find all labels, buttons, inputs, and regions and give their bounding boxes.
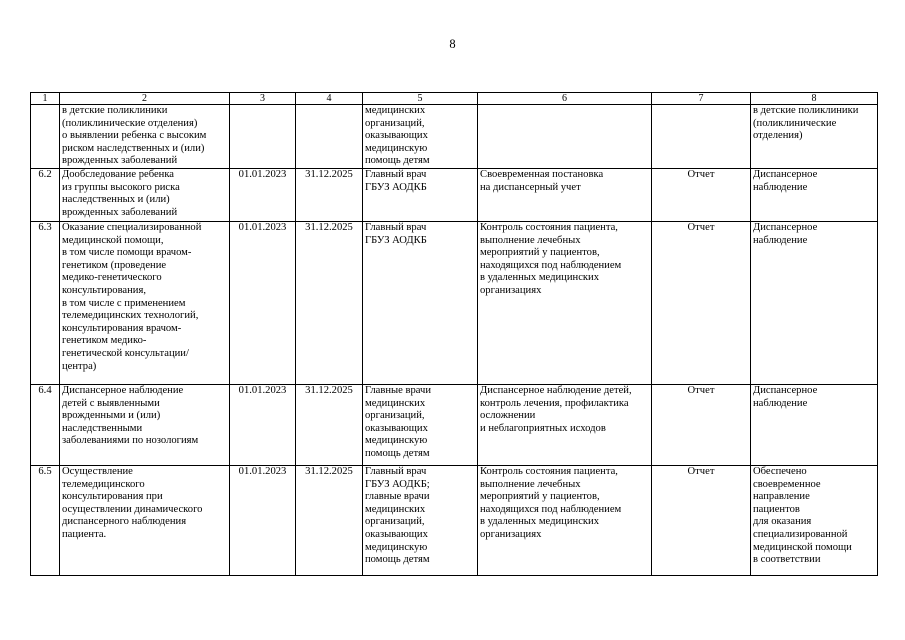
event-cell-line: о выявлении ребенка с высоким [62,130,207,142]
characteristic-cell-line: Диспансерное наблюдение детей, [480,384,632,396]
responsible-cell [363,465,478,575]
responsible-cell-line: медицинских [365,105,426,116]
result-cell-line: направление [753,491,810,503]
events-table [30,92,878,576]
event-cell [60,384,230,465]
responsible-cell [363,105,478,169]
result-cell-line: в соответствии [753,554,821,566]
table-row [31,465,878,575]
event-cell-line: консультирования при [62,491,163,503]
row-number: 6.5 [31,465,60,575]
event-cell-line: осуществлении динамического [62,503,203,515]
result-cell-line: для оказания [753,516,812,528]
result-cell-line: Диспансерное [753,221,818,233]
characteristic-cell-line: на диспансерный учет [480,181,581,193]
responsible-cell-line: медицинских [365,397,426,409]
result-cell-line: наблюдение [753,181,808,193]
row-number: 6.3 [31,221,60,384]
event-cell-line: в том числе с применением [62,297,186,309]
end-date: 31.12.2025 [296,168,363,221]
responsible-cell [363,168,478,221]
responsible-cell-line: медицинскую [365,435,428,447]
event-cell [60,465,230,575]
result-cell-line: (поликлинические [753,117,837,129]
responsible-cell-line: Главный врач [365,168,427,180]
event-cell-line: (поликлинические отделения) [62,117,198,129]
event-cell-line: медико-генетического [62,272,162,284]
header-cell-2: 2 [60,93,230,105]
responsible-cell-line: оказывающих [365,130,428,142]
report-type: Отчет [652,168,751,221]
event-cell-line: консультирования, [62,284,146,296]
responsible-cell-line: медицинскую [365,541,428,553]
event-cell-line: врожденных заболеваний [62,155,178,167]
characteristic-cell-line: в удаленных медицинских [480,272,600,284]
row-number [31,105,60,169]
row-number: 6.4 [31,384,60,465]
characteristic-cell-line: контроль лечения, профилактика [480,397,629,409]
event-cell-line: Дообследование ребенка [62,168,175,180]
characteristic-cell-line: находящихся под наблюдением [480,503,622,515]
event-cell-line: риском наследственных и (или) [62,142,205,154]
responsible-cell-line: помощь детям [365,447,430,459]
result-cell-line: пациентов [753,503,800,515]
result-cell-line: своевременное [753,478,821,490]
characteristic-cell [478,168,652,221]
start-date: 01.01.2023 [230,384,296,465]
result-cell-line: наблюдение [753,234,808,246]
header-cell-3: 3 [230,93,296,105]
responsible-cell-line: помощь детям [365,155,430,167]
end-date: 31.12.2025 [296,465,363,575]
event-cell-line: диспансерного наблюдения [62,516,187,528]
responsible-cell-line: оказывающих [365,528,428,540]
result-cell [751,465,878,575]
result-cell-line: Диспансерное [753,168,818,180]
event-cell [60,221,230,384]
characteristic-cell-line: Контроль состояния пациента, [480,465,618,477]
event-cell-line: центра) [62,360,97,372]
event-cell-line: из группы высокого риска [62,181,180,193]
end-date: 31.12.2025 [296,384,363,465]
responsible-cell-line: медицинскую [365,142,428,154]
result-cell-line: Диспансерное [753,384,818,396]
event-cell-line: генетиком медико- [62,335,147,347]
header-row [31,93,878,105]
row-number: 6.2 [31,168,60,221]
start-date [230,105,296,169]
end-date [296,105,363,169]
event-cell-line: заболеваниями по нозологиям [62,435,199,447]
result-cell [751,384,878,465]
responsible-cell-line: Главный врач [365,465,427,477]
event-cell-line: Осуществление [62,465,133,477]
event-cell-line: наследственных и (или) [62,194,170,206]
table-row [31,221,878,384]
characteristic-cell [478,384,652,465]
responsible-cell-line: организаций, [365,516,425,528]
responsible-cell-line: ГБУЗ АОДКБ; [365,478,430,490]
header-cell-8: 8 [751,93,878,105]
start-date: 01.01.2023 [230,168,296,221]
header-cell-6: 6 [478,93,652,105]
event-cell [60,168,230,221]
result-cell [751,168,878,221]
table-body [31,105,878,576]
report-type [652,105,751,169]
event-cell-line: в том числе помощи врачом- [62,247,192,259]
characteristic-cell-line: в удаленных медицинских [480,516,600,528]
page-number: 8 [449,37,456,51]
responsible-cell-line: помощь детям [365,554,430,566]
responsible-cell-line: Главные врачи [365,384,432,396]
result-cell-line: в детские поликлиники [753,105,859,116]
responsible-cell-line: Главный врач [365,221,427,233]
event-cell-line: врожденными и (или) [62,410,161,422]
event-cell-line: пациента. [62,528,107,540]
report-type: Отчет [652,465,751,575]
event-cell-line: телемедицинского [62,478,145,490]
event-cell-line: детей с выявленными [62,397,160,409]
event-cell-line: в детские поликлиники [62,105,168,116]
event-cell-line: врожденных заболеваний [62,206,178,218]
event-cell-line: консультирования врачом- [62,322,182,334]
characteristic-cell [478,105,652,169]
result-cell-line: отделения) [753,130,803,142]
result-cell-line: Обеспечено [753,465,807,477]
characteristic-cell-line: выполнение лечебных [480,234,581,246]
event-cell-line: наследственными [62,422,143,434]
characteristic-cell-line: выполнение лечебных [480,478,581,490]
report-type: Отчет [652,221,751,384]
responsible-cell-line: ГБУЗ АОДКБ [365,181,427,193]
responsible-cell-line: ГБУЗ АОДКБ [365,234,427,246]
characteristic-cell-line: и неблагоприятных исходов [480,422,606,434]
start-date: 01.01.2023 [230,221,296,384]
result-cell-line: специализированной [753,528,848,540]
event-cell-line: генетиком (проведение [62,259,167,271]
responsible-cell [363,221,478,384]
characteristic-cell-line: мероприятий у пациентов, [480,491,600,503]
event-cell-line: медицинской помощи, [62,234,164,246]
header-cell-1: 1 [31,93,60,105]
responsible-cell-line: организаций, [365,410,425,422]
result-cell-line: медицинской помощи [753,541,852,553]
characteristic-cell-line: организациях [480,528,542,540]
result-cell-line: наблюдение [753,397,808,409]
result-cell [751,105,878,169]
event-cell-line: телемедицинских технологий, [62,310,199,322]
table-row [31,384,878,465]
characteristic-cell-line: осложнении [480,410,536,422]
characteristic-cell-line: Своевременная постановка [480,168,604,180]
event-cell-line: Диспансерное наблюдение [62,384,184,396]
event-cell-line: генетической консультации/ [62,347,189,359]
responsible-cell [363,384,478,465]
responsible-cell-line: организаций, [365,117,425,129]
table-row [31,105,878,169]
header-cell-7: 7 [652,93,751,105]
event-cell-line: Оказание специализированной [62,221,202,233]
characteristic-cell-line: Контроль состояния пациента, [480,221,618,233]
header-cell-4: 4 [296,93,363,105]
end-date: 31.12.2025 [296,221,363,384]
responsible-cell-line: медицинских [365,503,426,515]
characteristic-cell [478,221,652,384]
header-cell-5: 5 [363,93,478,105]
characteristic-cell-line: находящихся под наблюдением [480,259,622,271]
responsible-cell-line: оказывающих [365,422,428,434]
characteristic-cell-line: организациях [480,284,542,296]
report-type: Отчет [652,384,751,465]
table-row [31,168,878,221]
characteristic-cell-line: мероприятий у пациентов, [480,247,600,259]
result-cell [751,221,878,384]
responsible-cell-line: главные врачи [365,491,430,503]
characteristic-cell [478,465,652,575]
start-date: 01.01.2023 [230,465,296,575]
event-cell [60,105,230,169]
